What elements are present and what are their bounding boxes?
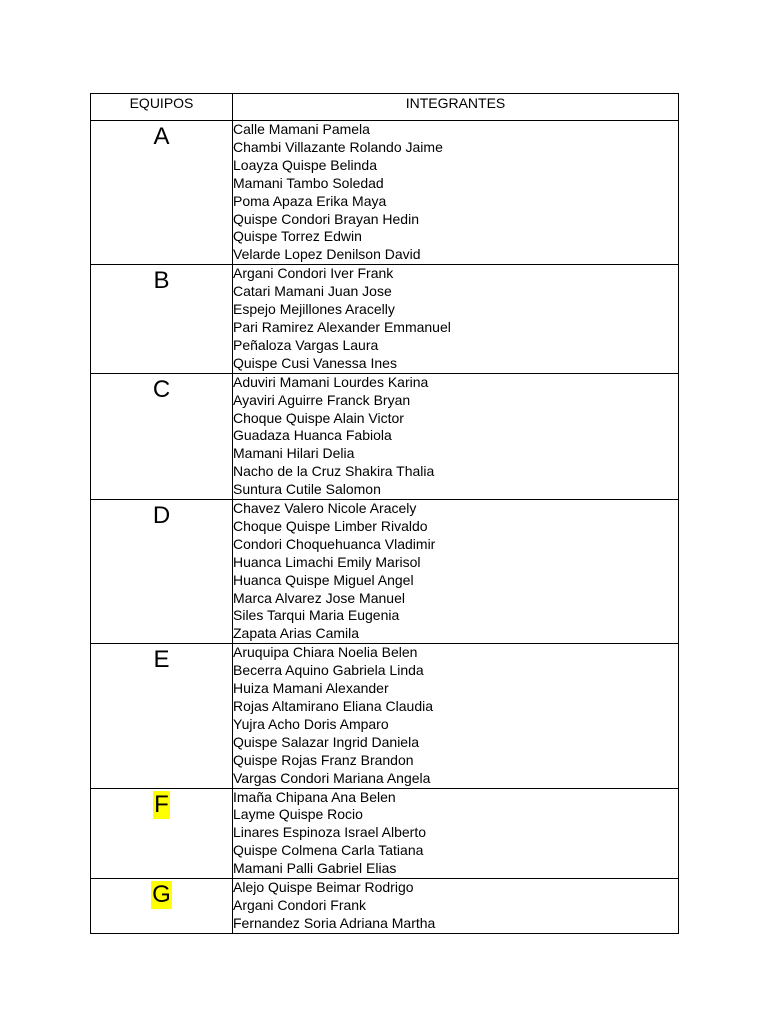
team-members-cell — [233, 121, 679, 265]
member-name: Yujra Acho Doris Amparo — [233, 715, 389, 732]
team-letter: B — [153, 267, 170, 295]
member-name: Catari Mamani Juan Jose — [233, 283, 392, 300]
member-name: Alejo Quispe Beimar Rodrigo — [233, 879, 414, 896]
team-letter-cell — [91, 500, 233, 644]
team-members-cell — [233, 788, 679, 879]
header-row — [91, 94, 679, 121]
member-name: Quispe Salazar Ingrid Daniela — [233, 733, 419, 750]
member-name: Aduviri Mamani Lourdes Karina — [233, 373, 429, 390]
member-name: Peñaloza Vargas Laura — [233, 336, 379, 353]
member-name: Quispe Torrez Edwin — [233, 228, 362, 245]
header-equipos: EQUIPOS — [91, 94, 233, 121]
member-name: Espejo Mejillones Aracelly — [233, 301, 395, 318]
team-members-cell — [233, 879, 679, 934]
member-list — [233, 121, 678, 264]
member-name: Suntura Cutile Salomon — [233, 481, 381, 498]
team-row — [91, 121, 679, 265]
team-letter-cell — [91, 644, 233, 788]
member-name: Argani Condori Iver Frank — [233, 265, 394, 282]
member-name: Rojas Altamirano Eliana Claudia — [233, 698, 433, 714]
member-name: Siles Tarqui Maria Eugenia — [233, 607, 400, 624]
member-name: Loayza Quispe Belinda — [233, 156, 377, 173]
member-name: Mamani Hilari Delia — [233, 445, 355, 462]
team-row — [91, 879, 679, 934]
team-members-cell — [233, 500, 679, 644]
member-list — [233, 374, 678, 499]
member-name: Huanca Limachi Emily Marisol — [233, 553, 421, 570]
member-name: Imaña Chipana Ana Belen — [233, 788, 396, 805]
team-letter: D — [152, 502, 171, 530]
team-letter: F — [154, 790, 169, 818]
member-name: Huiza Mamani Alexander — [233, 680, 389, 697]
member-name: Calle Mamani Pamela — [233, 121, 370, 137]
team-row — [91, 373, 679, 499]
team-members-cell — [233, 373, 679, 499]
member-name: Quispe Colmena Carla Tatiana — [233, 842, 424, 859]
member-list — [233, 789, 678, 879]
member-name: Quispe Cusi Vanessa Ines — [233, 354, 397, 371]
member-name: Mamani Tambo Soledad — [233, 174, 384, 191]
member-name: Condori Choquehuanca Vladimir — [233, 535, 436, 552]
member-name: Quispe Condori Brayan Hedin — [233, 210, 419, 227]
member-name: Chavez Valero Nicole Aracely — [233, 500, 417, 517]
member-name: Huanca Quispe Miguel Angel — [233, 571, 414, 588]
team-row — [91, 644, 679, 788]
team-row — [91, 500, 679, 644]
team-letter-cell — [91, 879, 233, 934]
member-name: Pari Ramirez Alexander Emmanuel — [233, 318, 451, 335]
team-row — [91, 788, 679, 879]
member-name: Choque Quispe Alain Victor — [233, 409, 404, 426]
member-list — [233, 265, 678, 372]
member-name: Mamani Palli Gabriel Elias — [233, 860, 397, 877]
team-letter-cell — [91, 373, 233, 499]
member-name: Aruquipa Chiara Noelia Belen — [233, 644, 418, 661]
team-row — [91, 265, 679, 373]
member-name: Marca Alvarez Jose Manuel — [233, 589, 405, 606]
team-letter-cell — [91, 121, 233, 265]
member-name: Poma Apaza Erika Maya — [233, 192, 387, 209]
member-name: Fernandez Soria Adriana Martha — [233, 914, 436, 931]
team-letter-cell — [91, 265, 233, 373]
member-list — [233, 500, 678, 643]
member-name: Layme Quispe Rocio — [233, 806, 363, 823]
member-name: Nacho de la Cruz Shakira Thalia — [233, 463, 435, 480]
member-name: Quispe Rojas Franz Brandon — [233, 751, 414, 768]
member-list — [233, 644, 678, 787]
member-name: Vargas Condori Mariana Angela — [233, 769, 431, 786]
member-name: Velarde Lopez Denilson David — [233, 246, 421, 263]
team-letter: G — [152, 881, 171, 909]
team-letter: E — [153, 646, 170, 674]
table-body — [91, 121, 679, 934]
member-name: Zapata Arias Camila — [233, 625, 360, 642]
team-letter: C — [152, 375, 171, 403]
member-name: Becerra Aquino Gabriela Linda — [233, 662, 424, 679]
table-header — [91, 94, 679, 121]
teams-table — [90, 93, 679, 934]
team-members-cell — [233, 644, 679, 788]
member-name: Ayaviri Aguirre Franck Bryan — [233, 391, 411, 408]
team-letter-cell — [91, 788, 233, 879]
member-name: Choque Quispe Limber Rivaldo — [233, 517, 428, 534]
member-name: Linares Espinoza Israel Alberto — [233, 824, 426, 841]
member-name: Argani Condori Frank — [233, 896, 367, 913]
team-letter: A — [153, 123, 170, 150]
team-members-cell — [233, 265, 679, 373]
member-name: Chambi Villazante Rolando Jaime — [233, 138, 443, 155]
member-name: Guadaza Huanca Fabiola — [233, 427, 392, 444]
member-list — [233, 879, 678, 933]
header-integrantes: INTEGRANTES — [233, 94, 679, 121]
